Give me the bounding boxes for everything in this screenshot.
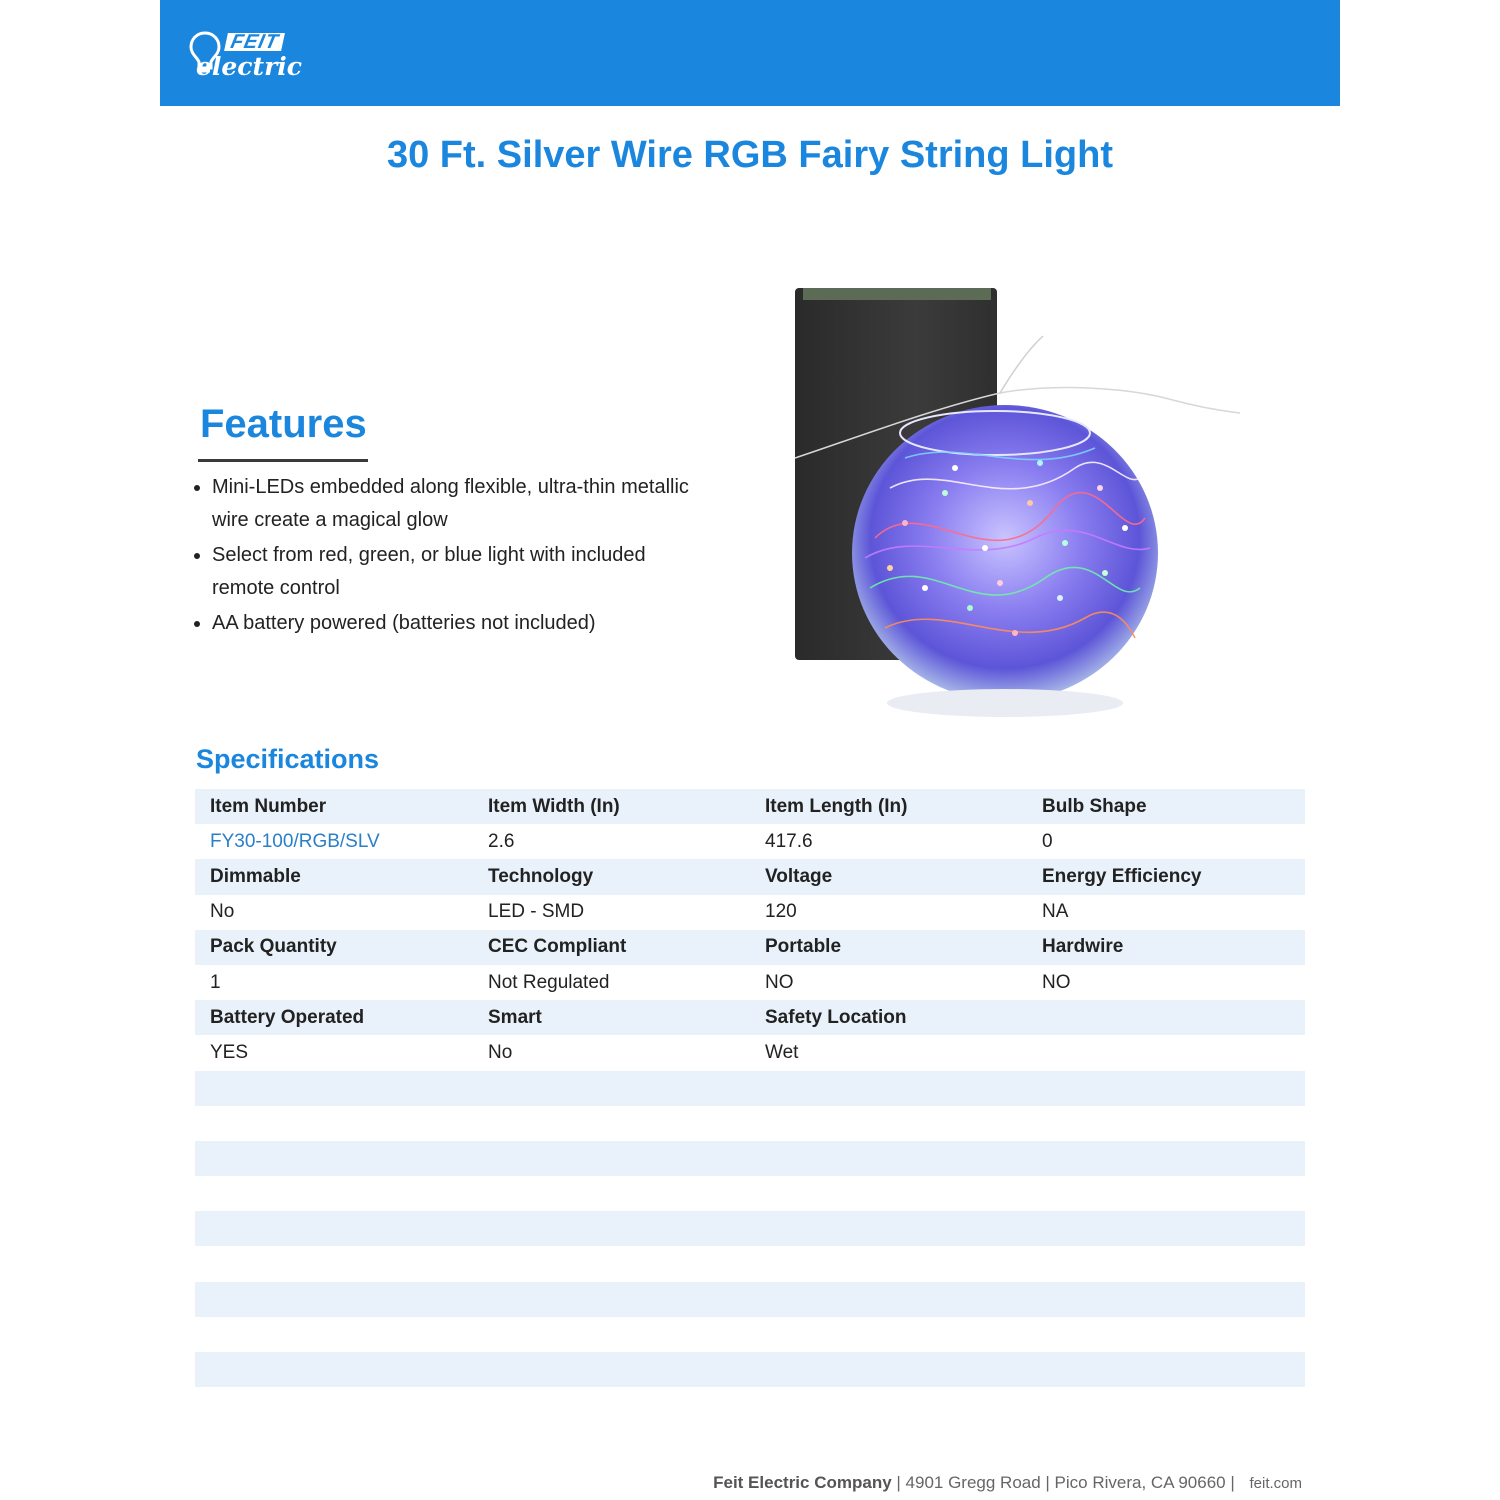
table-row [195,930,1305,965]
spec-value: 0 [1042,830,1053,852]
footer-company: Feit Electric Company [713,1473,892,1492]
feature-item: Select from red, green, or blue light with included remote control [193,539,713,604]
spec-label: CEC Compliant [473,930,750,965]
spec-label: Item Number [195,789,473,824]
spec-label: Pack Quantity [195,930,473,965]
spec-label: Safety Location [750,1000,1027,1035]
specifications-table [195,789,1305,1387]
spec-label: Hardwire [1027,930,1305,965]
product-title: 30 Ft. Silver Wire RGB Fairy String Light [386,134,1113,176]
footer [0,1473,1302,1493]
product-image [795,288,1245,733]
footer-website-link[interactable]: feit.com [1249,1475,1302,1492]
spec-value: NA [1042,901,1069,923]
feit-electric-logo[interactable] [188,26,328,86]
spec-label: Item Length (In) [750,789,1027,824]
spec-label: Technology [473,859,750,894]
table-row-empty [195,1106,1305,1141]
header-bar [160,0,1340,106]
spec-label: Smart [473,1000,750,1035]
table-row [195,1035,1305,1070]
table-row [195,895,1305,930]
feature-item: Mini-LEDs embedded along flexible, ultra-thin metallic wire create a magical glow [193,471,713,536]
logo-wordmark-electric: electric [196,52,302,81]
spec-value: 120 [765,901,797,923]
features-heading: Features [200,402,367,446]
table-row-empty [195,1246,1305,1281]
spec-label: Portable [750,930,1027,965]
table-row-empty [195,1141,1305,1176]
features-underline [198,459,368,462]
table-row [195,1000,1305,1035]
feature-item: AA battery powered (batteries not included) [193,607,713,640]
table-row [195,824,1305,859]
spec-value: 1 [210,971,221,993]
table-row [195,965,1305,1000]
table-row-empty [195,1211,1305,1246]
spec-label: Item Width (In) [473,789,750,824]
product-photo [795,288,1245,728]
table-row-empty [195,1282,1305,1317]
table-row-empty [195,1071,1305,1106]
spec-value: YES [210,1041,249,1063]
features-list [193,471,713,643]
spec-value: No [210,901,235,923]
table-row [195,789,1305,824]
spec-label: Dimmable [195,859,473,894]
spec-value: 417.6 [765,830,813,852]
item-number-link[interactable]: FY30-100/RGB/SLV [210,830,380,852]
spec-value: No [488,1041,513,1063]
spec-label: Battery Operated [195,1000,473,1035]
spec-value: NO [765,971,794,993]
spec-value: NO [1042,971,1071,993]
table-row-empty [195,1352,1305,1387]
table-row-empty [195,1176,1305,1211]
spec-value: 2.6 [488,830,515,852]
spec-value: Not Regulated [488,971,610,993]
spec-label: Energy Efficiency [1027,859,1305,894]
spec-value: Wet [765,1041,799,1063]
spec-label: Voltage [750,859,1027,894]
spec-label: Bulb Shape [1027,789,1305,824]
footer-address: | 4901 Gregg Road | Pico Rivera, CA 90660 | [896,1473,1235,1492]
spec-value [1027,1035,1305,1070]
spec-value: LED - SMD [488,901,585,923]
spec-label [1027,1000,1305,1035]
table-row [195,859,1305,894]
table-row-empty [195,1317,1305,1352]
specifications-heading: Specifications [196,744,380,774]
logo-wordmark-feit: FEIT [224,33,285,51]
